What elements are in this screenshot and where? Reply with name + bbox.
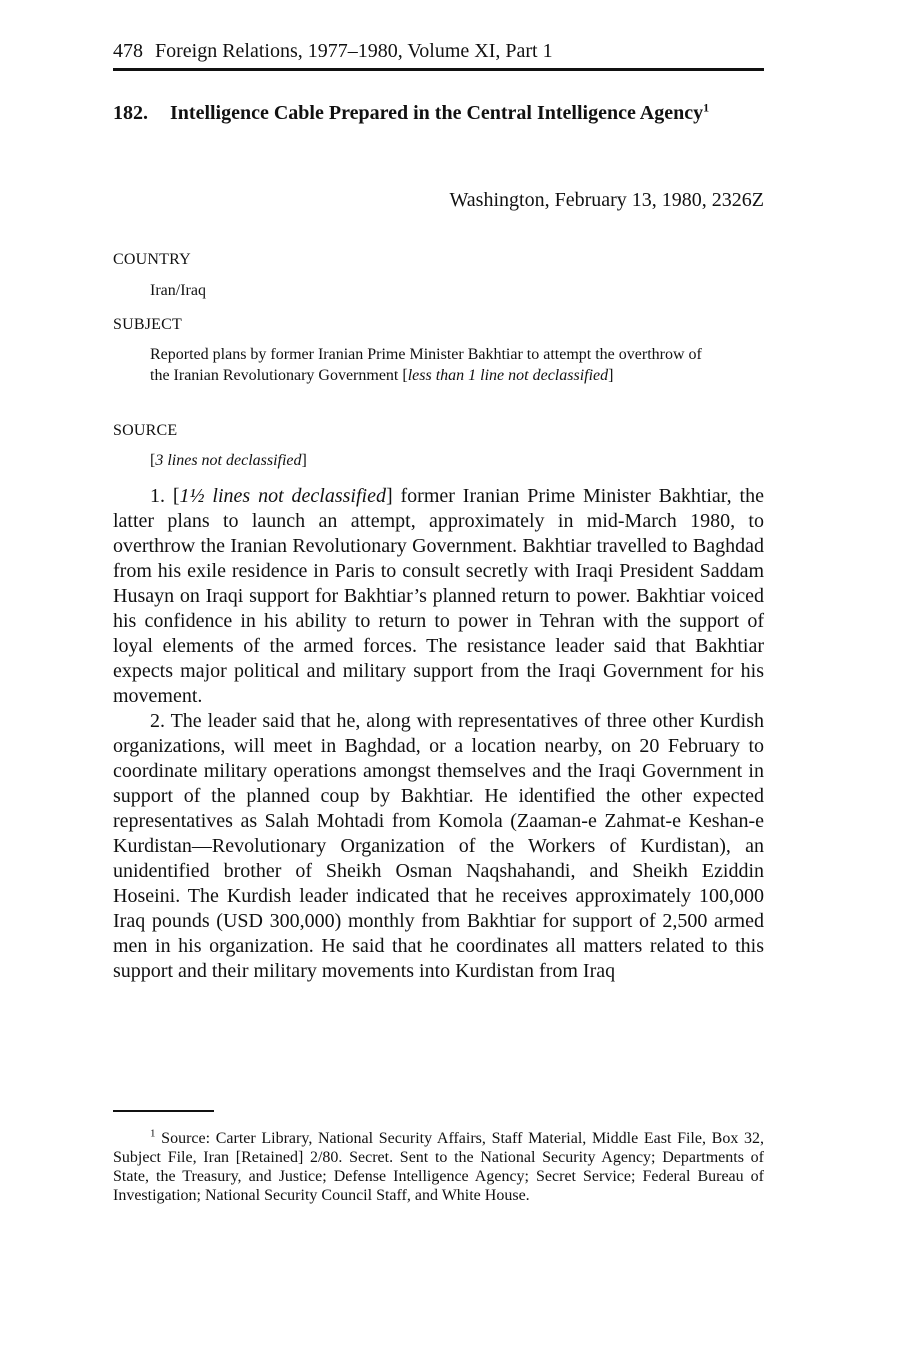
source-open: [ <box>150 452 156 469</box>
paragraph-2: 2. The leader said that he, along with representatives of three other Kurdish organizations, will meet in Baghdad, or a location nearby, on 20 February to coordinate military operations amongst themselves and the Iraqi Government in support of the planned coup by Bakhtiar. He identified the other expected representatives as Salah Mohtadi from Komola (Zaaman-e Zahmat-e Keshan-e Kurdistan—Revolutionary Organization of the Workers of Kurdistan), an unidentified brother of Sheikh Osman Naqshahandi, and Sheikh Eziddin Hoseini. The Kurdish leader indicated that he receives approximately 100,000 Iraq pounds (USD 300,000) monthly from Bakhtiar for support of 2,500 armed men in his organization. He said that he coordinates all matters related to this support and their military movements into Kurdistan from Iraq <box>113 710 764 982</box>
source-label: SOURCE <box>113 422 178 439</box>
subject-label: SUBJECT <box>113 316 182 333</box>
source-value <box>150 450 725 471</box>
subject-value <box>150 344 725 386</box>
country-label: COUNTRY <box>113 251 191 268</box>
document-title-text: Intelligence Cable Prepared in the Central Intelligence Agency <box>170 102 704 124</box>
country-value: Iran/Iraq <box>150 282 206 299</box>
document-number: 182. <box>113 102 148 124</box>
source-close: ] <box>301 452 307 469</box>
paragraph-1 <box>113 484 764 709</box>
source-redaction: 3 lines not declassified <box>155 452 302 469</box>
volume-title: Foreign Relations, 1977–1980, Volume XI, Part 1 <box>155 40 553 62</box>
header-rule <box>113 68 764 71</box>
footnote <box>113 1129 764 1205</box>
dateline: Washington, February 13, 1980, 2326Z <box>449 189 764 211</box>
footnote-rule <box>113 1110 214 1112</box>
subject-text: Reported plans by former Iranian Prime Minister Bakhtiar to attempt the overthrow of the Iranian Revolutionary Government [ <box>150 346 702 384</box>
body-text <box>113 484 764 984</box>
running-head <box>113 38 764 64</box>
footnote-text: Source: Carter Library, National Security Affairs, Staff Material, Middle East File, Box 32, Subject File, Iran [Retained] 2/80. Secret. Sent to the National Security Agency; Departments of State, the Treasury, and Justice; Defense Intelligence Agency; Secret Service; Federal Bureau of Investigation; National Security Council Staff, and White House. <box>113 1130 764 1204</box>
paragraph-1-redaction: 1½ lines not declassified <box>179 485 386 507</box>
subject-close: ] <box>608 367 614 384</box>
paragraph-1-lead: 1. [ <box>150 485 180 507</box>
document-title <box>170 100 730 126</box>
page-number: 478 <box>113 40 143 62</box>
subject-redaction: less than 1 line not declassified <box>407 367 609 384</box>
paragraph-1-text: ] former Iranian Prime Minister Bakhtiar, the latter plans to launch an attempt, approximately in mid-March 1980, to overthrow the Iranian Revolutionary Government. Bakhtiar travelled to Baghdad from his exile residence in Paris to consult secretly with Iraqi President Saddam Husayn on Iraqi support for Bakhtiar’s planned return to power. Bakhtiar voiced his confidence in his ability to return to power in Tehran with the support of loyal elements of the armed forces. The resistance leader said that Bakhtiar expects major political and military support from the Iraqi Government for his movement. <box>113 485 764 707</box>
title-footnote-marker: 1 <box>703 100 710 115</box>
footnote-marker: 1 <box>150 1127 156 1140</box>
